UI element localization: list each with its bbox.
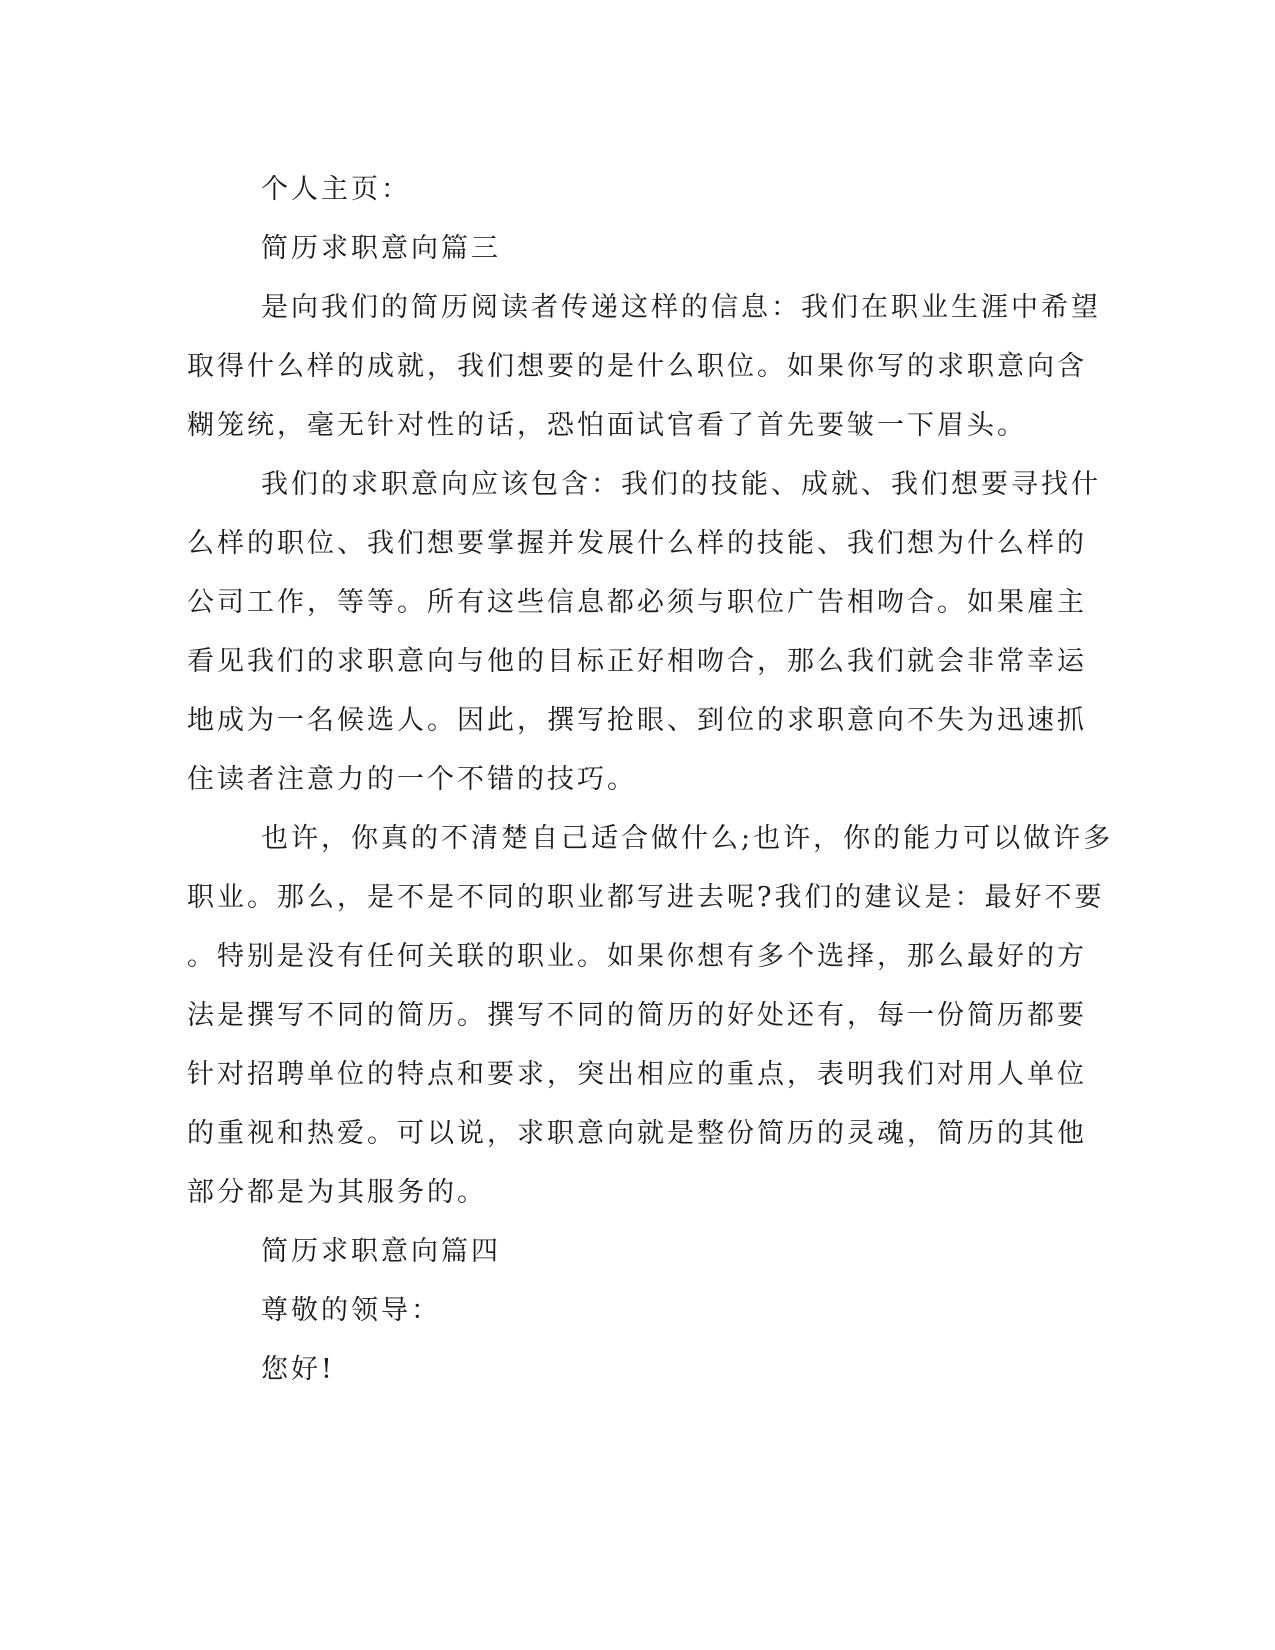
paragraph-line: 是向我们的简历阅读者传递这样的信息：我们在职业生涯中希望: [261, 292, 1101, 323]
paragraph-line: 的重视和热爱。可以说，求职意向就是整份简历的灵魂，简历的其他: [187, 1118, 1087, 1149]
paragraph-line: 。特别是没有任何关联的职业。如果你想有多个选择，那么最好的方: [187, 941, 1087, 972]
paragraph-line: 公司工作，等等。所有这些信息都必须与职位广告相吻合。如果雇主: [187, 587, 1087, 618]
section-four-title: 简历求职意向篇四: [261, 1236, 501, 1267]
greeting: 您好!: [261, 1354, 335, 1385]
paragraph-line: 也许，你真的不清楚自己适合做什么;也许，你的能力可以做许多: [261, 823, 1114, 854]
paragraph-line: 我们的求职意向应该包含：我们的技能、成就、我们想要寻找什: [261, 469, 1101, 500]
paragraph-2: [187, 455, 1101, 809]
paragraph-line: 针对招聘单位的特点和要求，突出相应的重点，表明我们对用人单位: [187, 1059, 1087, 1090]
paragraph-line: 法是撰写不同的简历。撰写不同的简历的好处还有，每一份简历都要: [187, 1000, 1087, 1031]
paragraph-line: 部分都是为其服务的。: [187, 1177, 487, 1208]
paragraph-line: 职业。那么，是不是不同的职业都写进去呢?我们的建议是：最好不要: [187, 882, 1105, 913]
document-body: [187, 160, 1114, 1399]
paragraph-line: 取得什么样的成就，我们想要的是什么职位。如果你写的求职意向含: [187, 351, 1087, 382]
paragraph-line: 住读者注意力的一个不错的技巧。: [187, 764, 637, 795]
section-three-title: 简历求职意向篇三: [261, 233, 501, 264]
paragraph-line: 糊笼统，毫无针对性的话，恐怕面试官看了首先要皱一下眉头。: [187, 410, 1027, 441]
paragraph-3: [187, 809, 1114, 1222]
paragraph-1: [187, 278, 1101, 455]
paragraph-line: 看见我们的求职意向与他的目标正好相吻合，那么我们就会非常幸运: [187, 646, 1087, 677]
personal-homepage-label: 个人主页：: [261, 174, 411, 205]
salutation: 尊敬的领导：: [261, 1295, 441, 1326]
paragraph-line: 地成为一名候选人。因此，撰写抢眼、到位的求职意向不失为迅速抓: [187, 705, 1087, 736]
paragraph-line: 么样的职位、我们想要掌握并发展什么样的技能、我们想为什么样的: [187, 528, 1087, 559]
